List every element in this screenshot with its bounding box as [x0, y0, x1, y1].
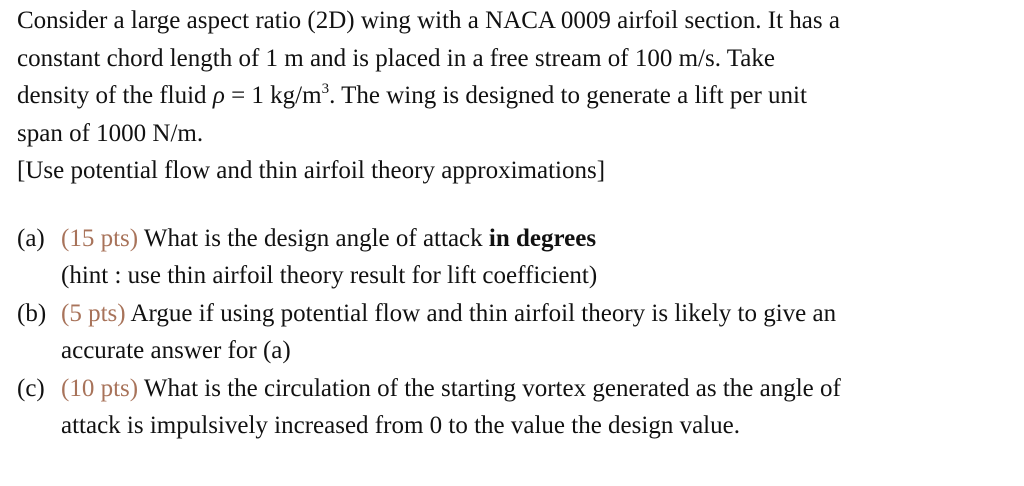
question-a-points: (15 pts) — [61, 224, 139, 252]
question-a-line-1 — [17, 220, 1017, 258]
intro-line-3-mid: = 1 kg/m — [224, 82, 322, 109]
question-a-text: What is the design angle of attack — [138, 224, 489, 252]
question-b-tag: (b) — [17, 299, 47, 327]
assumptions-note: [Use potential flow and thin airfoil theory approximations] — [17, 157, 606, 184]
rho-symbol: ρ — [212, 82, 225, 109]
question-a-hint: (hint : use thin airfoil theory result for lift coefficient) — [61, 262, 598, 289]
question-b-text-1: Argue if using potential flow and thin airfoil theory is likely to give an — [125, 299, 837, 327]
intro-line-1: Consider a large aspect ratio (2D) wing with a NACA 0009 airfoil section. It has a — [17, 7, 840, 34]
question-c-line-1 — [17, 370, 1017, 408]
intro-line-4: span of 1000 N/m. — [17, 119, 204, 147]
problem-statement — [17, 2, 1017, 445]
question-c-text-1: What is the circulation of the starting vortex generated as the angle of — [138, 374, 841, 402]
question-c-points: (10 pts) — [61, 374, 139, 402]
question-c-line-2: attack is impulsively increased from 0 to the value the design value. — [61, 412, 740, 439]
question-b-line-2: accurate answer for (a) — [61, 337, 291, 364]
question-c-tag: (c) — [17, 374, 45, 402]
intro-line-3-pre: density of the fluid — [17, 82, 213, 109]
intro-line-2: constant chord length of 1 m and is placed in a free stream of 100 m/s. Take — [17, 44, 775, 72]
question-a-bold: in degrees — [488, 224, 597, 252]
cubed-exponent: 3 — [321, 81, 330, 97]
question-a — [17, 220, 1017, 295]
question-b-points: (5 pts) — [61, 299, 126, 327]
intro-line-3 — [17, 77, 1017, 115]
question-a-tag: (a) — [17, 224, 45, 252]
question-c — [17, 370, 1017, 445]
question-b — [17, 295, 1017, 370]
spacer — [17, 190, 1017, 220]
question-b-line-1 — [17, 295, 1017, 333]
intro-line-3-post: . The wing is designed to generate a lift per unit — [329, 82, 807, 109]
